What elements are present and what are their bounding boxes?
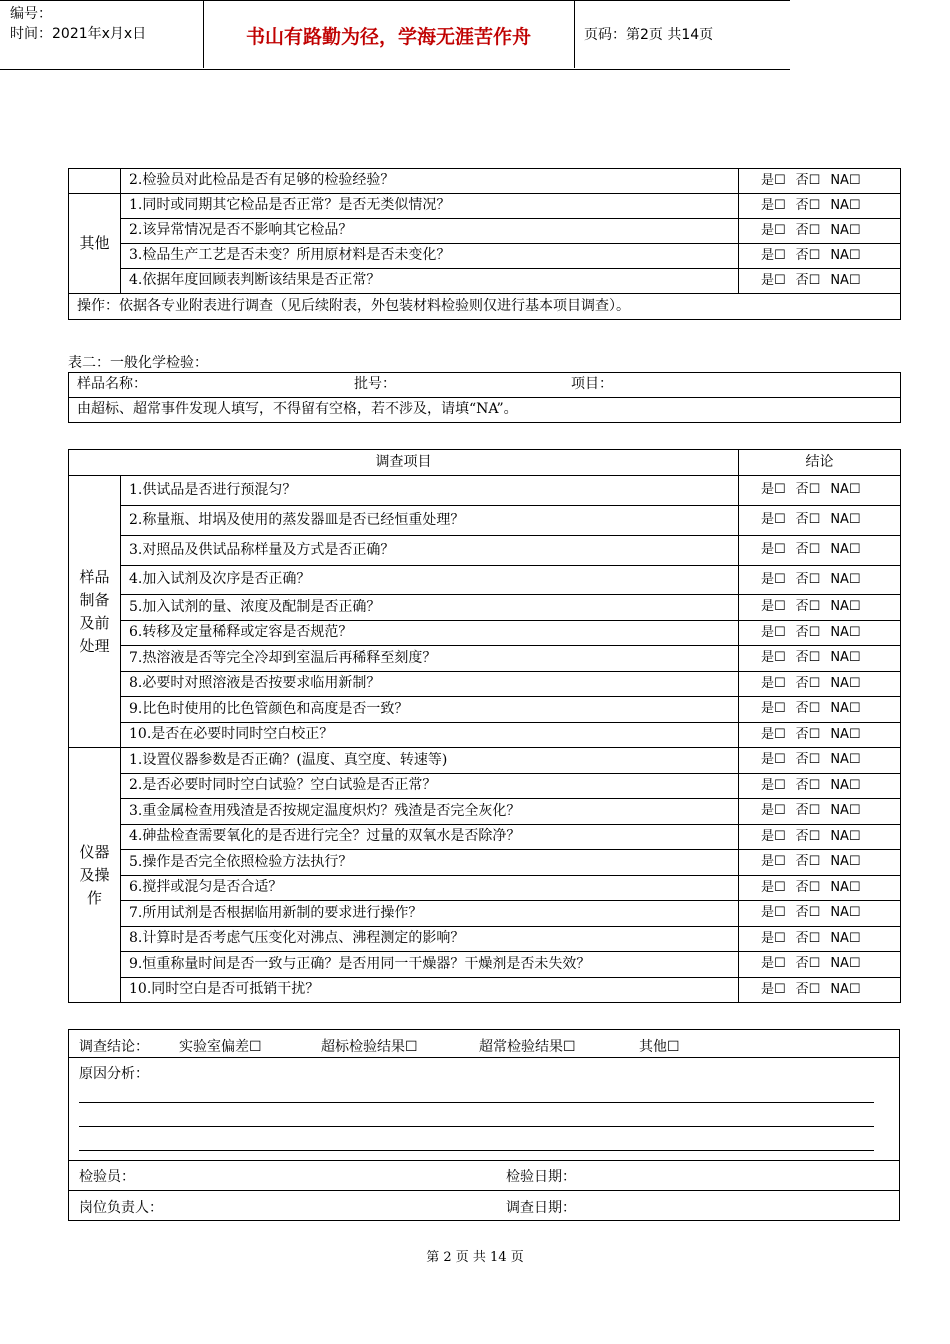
question: 5.加入试剂的量、浓度及配制是否正确？: [121, 595, 739, 621]
answer-options[interactable]: 是☐ 否☐ NA☐: [739, 850, 901, 876]
header-meta: [10, 4, 146, 44]
item-label: 项目：: [571, 376, 613, 392]
time-label: 时间：2021年x月x日: [10, 26, 147, 42]
answer-options[interactable]: 是☐ 否☐ NA☐: [739, 876, 901, 901]
question: 1.设置仪器参数是否正确？(温度、真空度、转速等): [121, 748, 739, 774]
inspector-label: 检验员：: [79, 1169, 135, 1185]
answer-options[interactable]: 是☐ 否☐ NA☐: [739, 646, 901, 672]
page-footer: 第 2 页 共 14 页: [426, 1250, 524, 1265]
table-sample-info: [68, 372, 901, 423]
inspect-date-label: 检验日期：: [506, 1169, 576, 1185]
answer-options[interactable]: 是☐ 否☐ NA☐: [739, 952, 901, 978]
table-row: [69, 927, 901, 952]
reason-line[interactable]: [79, 1126, 874, 1127]
number-label: 编号：: [10, 6, 52, 22]
conclusion-box: [68, 1029, 900, 1221]
operation-note: 操作：依据各专业附表进行调查（见后续附表，外包装材料检验则仅进行基本项目调查）。: [69, 294, 901, 320]
table2-title: 表二：一般化学检验：: [68, 355, 208, 371]
answer-options[interactable]: 是☐ 否☐ NA☐: [739, 169, 901, 194]
table-row: [69, 952, 901, 978]
table-row: [69, 723, 901, 748]
option-lab-deviation[interactable]: 实验室偏差☐: [179, 1039, 262, 1055]
answer-options[interactable]: 是☐ 否☐ NA☐: [739, 825, 901, 850]
question: 3.对照品及供试品称样量及方式是否正确？: [121, 536, 739, 566]
question: 2.称量瓶、坩埚及使用的蒸发器皿是否已经恒重处理？: [121, 506, 739, 536]
answer-options[interactable]: 是☐ 否☐ NA☐: [739, 566, 901, 595]
table-row: [69, 566, 901, 595]
table-row: [69, 506, 901, 536]
question: 8.计算时是否考虑气压变化对沸点、沸程测定的影响？: [121, 927, 739, 952]
answer-options[interactable]: 是☐ 否☐ NA☐: [739, 799, 901, 825]
question: 3.检品生产工艺是否未变？所用原材料是否未变化？: [121, 244, 739, 269]
table-row: [69, 621, 901, 646]
answer-options[interactable]: 是☐ 否☐ NA☐: [739, 697, 901, 723]
answer-options[interactable]: 是☐ 否☐ NA☐: [739, 506, 901, 536]
table-row: [69, 595, 901, 621]
table-header-row: [69, 450, 901, 476]
table-row: [69, 697, 901, 723]
table-row: [69, 850, 901, 876]
table-row: [69, 219, 901, 244]
table-row: [69, 876, 901, 901]
page-header: [0, 0, 790, 70]
instruction-text: 由超标、超常事件发现人填写，不得留有空格，若不涉及，请填“NA”。: [69, 398, 901, 423]
table-row: [69, 774, 901, 799]
category-instrument: 仪器及操作: [69, 748, 121, 1003]
answer-options[interactable]: 是☐ 否☐ NA☐: [739, 978, 901, 1003]
category-sample-prep: 样品制备及前处理: [69, 476, 121, 748]
question: 9.恒重称量时间是否一致与正确？是否用同一干燥器？干燥剂是否未失效？: [121, 952, 739, 978]
answer-options[interactable]: 是☐ 否☐ NA☐: [739, 476, 901, 506]
answer-options[interactable]: 是☐ 否☐ NA☐: [739, 723, 901, 748]
answer-options[interactable]: 是☐ 否☐ NA☐: [739, 901, 901, 927]
question: 4.依据年度回顾表判断该结果是否正常？: [121, 269, 739, 294]
option-oos[interactable]: 超标检验结果☐: [321, 1039, 418, 1055]
question: 7.所用试剂是否根据临用新制的要求进行操作？: [121, 901, 739, 927]
table-row: [69, 169, 901, 194]
question: 10.同时空白是否可抵销干扰？: [121, 978, 739, 1003]
investigate-date-label: 调查日期：: [506, 1200, 576, 1216]
answer-options[interactable]: 是☐ 否☐ NA☐: [739, 244, 901, 269]
table-row: [69, 799, 901, 825]
reason-line[interactable]: [79, 1102, 874, 1103]
question: 6.转移及定量稀释或定容是否规范？: [121, 621, 739, 646]
answer-options[interactable]: 是☐ 否☐ NA☐: [739, 672, 901, 697]
question: 4.砷盐检查需要氧化的是否进行完全？过量的双氧水是否除净？: [121, 825, 739, 850]
question: 8.必要时对照溶液是否按要求临用新制？: [121, 672, 739, 697]
table-row: [69, 373, 901, 398]
question: 9.比色时使用的比色管颜色和高度是否一致？: [121, 697, 739, 723]
question: 1.供试品是否进行预混匀？: [121, 476, 739, 506]
answer-options[interactable]: 是☐ 否☐ NA☐: [739, 595, 901, 621]
table-row: [69, 672, 901, 697]
answer-options[interactable]: 是☐ 否☐ NA☐: [739, 219, 901, 244]
table-row: [69, 825, 901, 850]
table-row: [69, 646, 901, 672]
answer-options[interactable]: 是☐ 否☐ NA☐: [739, 927, 901, 952]
question: 4.加入试剂及次序是否正确？: [121, 566, 739, 595]
question: 10.是否在必要时同时空白校正？: [121, 723, 739, 748]
table-row: [69, 244, 901, 269]
table-row: [69, 476, 901, 506]
conclusion-label: 调查结论：: [79, 1039, 149, 1055]
category-other: 其他: [69, 194, 121, 294]
question: 7.热溶液是否等完全冷却到室温后再稀释至刻度？: [121, 646, 739, 672]
answer-options[interactable]: 是☐ 否☐ NA☐: [739, 194, 901, 219]
answer-options[interactable]: 是☐ 否☐ NA☐: [739, 536, 901, 566]
table-investigation: [68, 449, 901, 1003]
table-row: [69, 748, 901, 774]
reason-line[interactable]: [79, 1150, 874, 1151]
reason-label: 原因分析：: [79, 1066, 149, 1082]
table-row: [69, 294, 901, 320]
answer-options[interactable]: 是☐ 否☐ NA☐: [739, 269, 901, 294]
col-header-result: 结论: [739, 450, 901, 476]
sample-name-label: 样品名称：: [77, 376, 147, 393]
table-row: [69, 269, 901, 294]
question: 2.该异常情况是否不影响其它检品？: [121, 219, 739, 244]
answer-options[interactable]: 是☐ 否☐ NA☐: [739, 621, 901, 646]
table-row: [69, 398, 901, 423]
answer-options[interactable]: 是☐ 否☐ NA☐: [739, 774, 901, 799]
table-row: [69, 194, 901, 219]
col-header-item: 调查项目: [69, 450, 739, 476]
question: 2.检验员对此检品是否有足够的检验经验？: [121, 169, 739, 194]
question: 5.操作是否完全依照检验方法执行？: [121, 850, 739, 876]
option-oot[interactable]: 超常检验结果☐: [479, 1039, 576, 1055]
batch-label: 批号：: [354, 376, 396, 392]
question: 6.搅拌或混匀是否合适？: [121, 876, 739, 901]
question: 3.重金属检查用残渣是否按规定温度炽灼？残渣是否完全灰化？: [121, 799, 739, 825]
table-row: [69, 901, 901, 927]
supervisor-label: 岗位负责人：: [79, 1200, 163, 1216]
table-other: [68, 168, 901, 320]
conclusion-row: [79, 1036, 149, 1056]
header-motto: 书山有路勤为径，学海无涯苦作舟: [245, 26, 531, 48]
table-row: [69, 536, 901, 566]
option-other[interactable]: 其他☐: [639, 1039, 680, 1055]
table-row: [69, 978, 901, 1003]
answer-options[interactable]: 是☐ 否☐ NA☐: [739, 748, 901, 774]
question: 2.是否必要时同时空白试验？空白试验是否正常？: [121, 774, 739, 799]
header-page-number: 页码：第2页 共14页: [584, 27, 714, 43]
question: 1.同时或同期其它检品是否正常？是否无类似情况？: [121, 194, 739, 219]
